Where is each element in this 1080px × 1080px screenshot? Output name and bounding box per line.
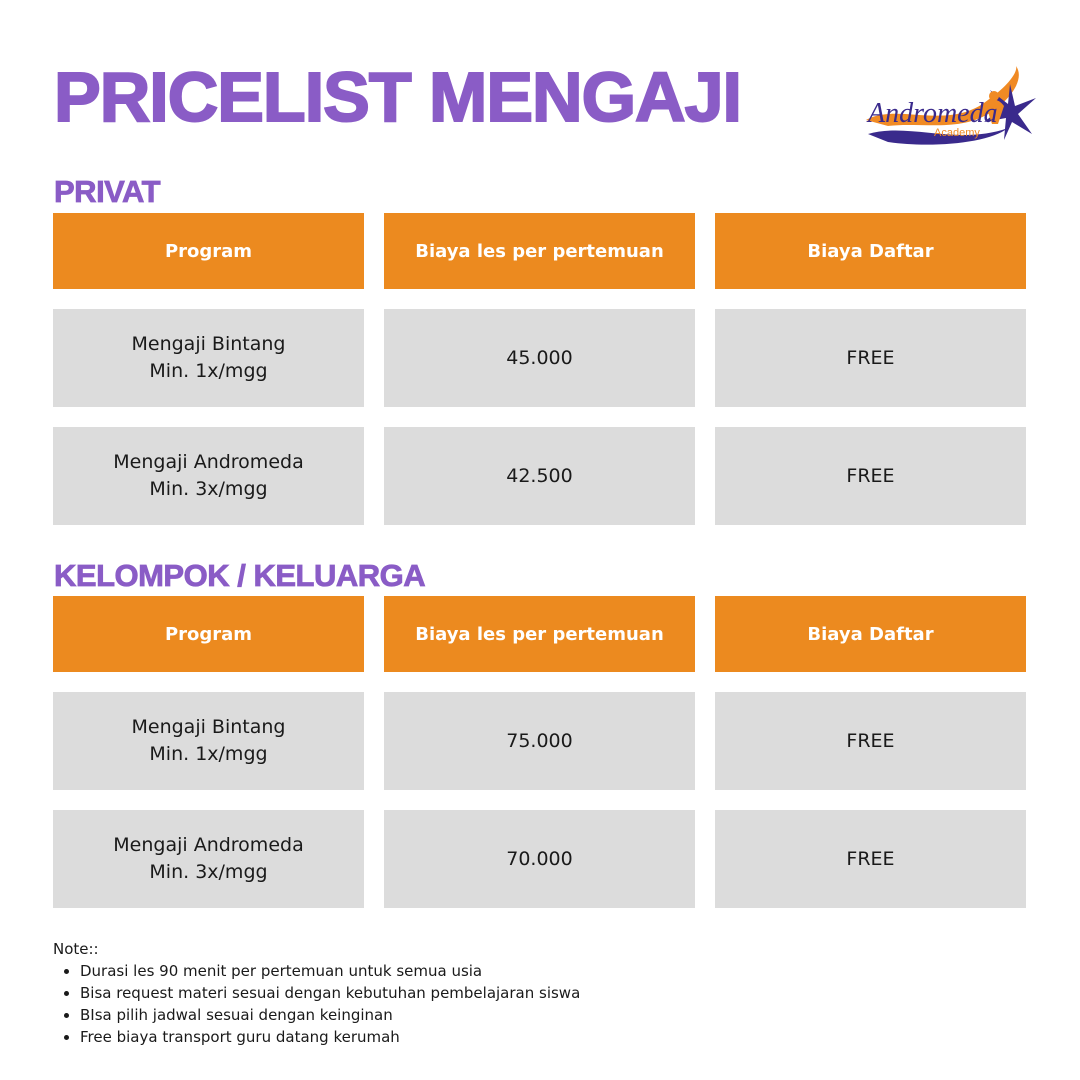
header-program: Program	[53, 213, 364, 289]
notes-list	[53, 960, 580, 1048]
note-item: • BIsa pilih jadwal sesuai dengan keinginan	[80, 1004, 580, 1026]
price-cell: 70.000	[384, 810, 695, 908]
header-program: Program	[53, 596, 364, 672]
price-cell: 75.000	[384, 692, 695, 790]
program-cell: Mengaji Andromeda Min. 3x/mgg	[53, 810, 364, 908]
logo-name: Andromeda	[868, 98, 998, 129]
table-header-row	[53, 596, 1028, 672]
fee-cell: FREE	[715, 692, 1026, 790]
price-table-privat	[53, 213, 1028, 525]
notes-label: Note::	[53, 940, 99, 958]
header-price: Biaya les per pertemuan	[384, 213, 695, 289]
price-cell: 45.000	[384, 309, 695, 407]
table-row	[53, 309, 1028, 407]
andromeda-logo	[858, 62, 1048, 152]
program-cell: Mengaji Andromeda Min. 3x/mgg	[53, 427, 364, 525]
section-title-kelompok: KELOMPOK / KELUARGA	[54, 558, 426, 593]
fee-cell: FREE	[715, 309, 1026, 407]
program-cell: Mengaji Bintang Min. 1x/mgg	[53, 309, 364, 407]
table-row	[53, 810, 1028, 908]
notes-block	[53, 938, 580, 1048]
page-title: PRICELIST MENGAJI	[54, 58, 741, 136]
section-title-privat: PRIVAT	[54, 174, 161, 209]
note-item: • Durasi les 90 menit per pertemuan untuk semua usia	[80, 960, 580, 982]
price-table-kelompok	[53, 596, 1028, 908]
note-item: • Bisa request materi sesuai dengan kebutuhan pembelajaran siswa	[80, 982, 580, 1004]
header-price: Biaya les per pertemuan	[384, 596, 695, 672]
fee-cell: FREE	[715, 810, 1026, 908]
table-row	[53, 427, 1028, 525]
program-cell: Mengaji Bintang Min. 1x/mgg	[53, 692, 364, 790]
table-row	[53, 692, 1028, 790]
fee-cell: FREE	[715, 427, 1026, 525]
table-header-row	[53, 213, 1028, 289]
logo-subtitle: Academy	[934, 127, 980, 139]
note-item: • Free biaya transport guru datang kerumah	[80, 1026, 580, 1048]
header-fee: Biaya Daftar	[715, 213, 1026, 289]
price-cell: 42.500	[384, 427, 695, 525]
header-fee: Biaya Daftar	[715, 596, 1026, 672]
